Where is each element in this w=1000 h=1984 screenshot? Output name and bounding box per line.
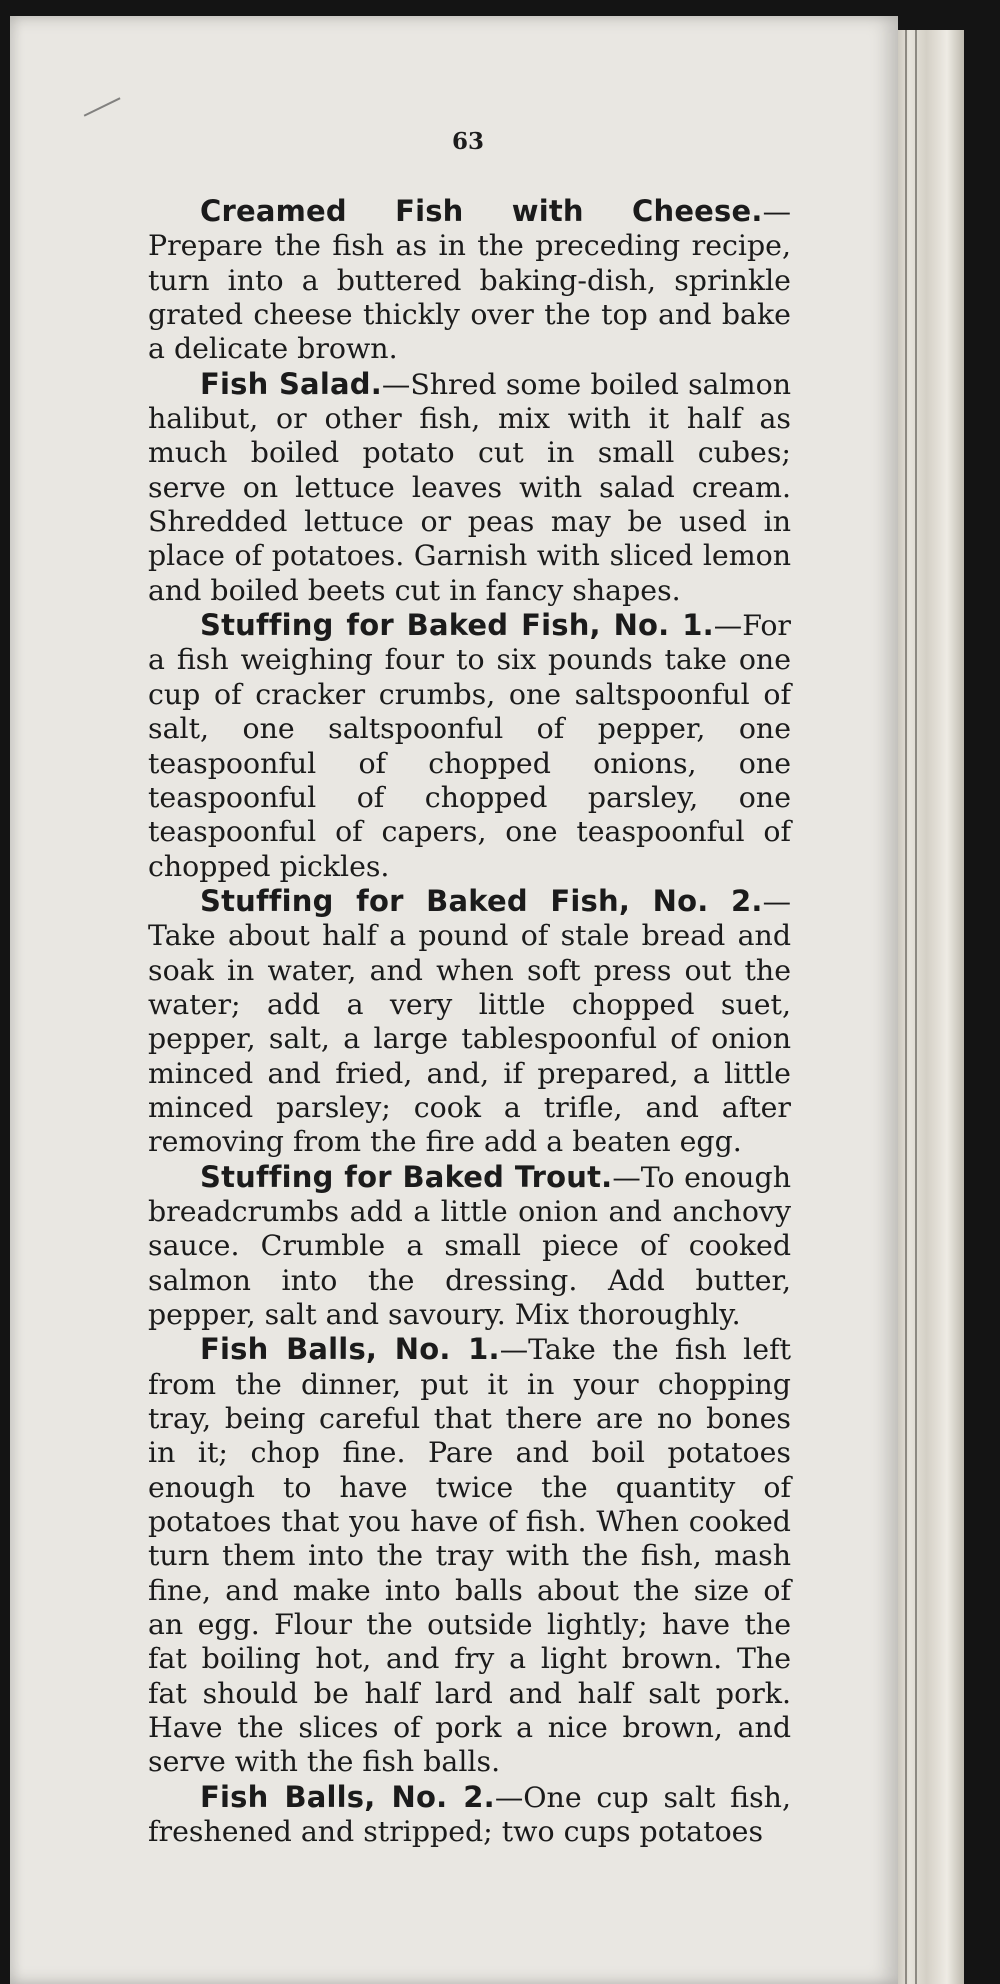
recipe-body: —To enough breadcrumbs add a little onion and anchovy sauce. Crumble a small piece of cooked salmon into the dressing. Add butter, pepper, salt and savoury. Mix thoroughly.: [148, 1160, 791, 1331]
page-mark: [84, 97, 121, 116]
recipe-body: —One cup salt fish, freshened and stripped; two cups potatoes: [148, 1780, 791, 1849]
book-page: [10, 16, 898, 1984]
page-edge-line: [915, 30, 917, 1984]
recipe-body: —Take the fish left from the dinner, put it in your chopping tray, being careful that there are no bones in it; chop fine. Pare and boil potatoes enough to have twice the quantity of potatoes that you have of fish. When cooked turn them into the tray with the fish, mash fine, and make into balls about the size of an egg. Flour the outside lightly; have the fat boiling hot, and fry a light brown. The fat should be half lard and half salt pork. Have the slices of pork a nice brown, and serve with the fish balls.: [148, 1333, 791, 1779]
recipe-stuffing-baked-trout: [148, 1160, 791, 1333]
recipe-stuffing-baked-fish-1: [148, 608, 791, 884]
recipe-body: —Shred some boiled salmon halibut, or other fish, mix with it half as much boiled potato cut in small cubes; serve on lettuce leaves with salad cream. Shredded lettuce or peas may be used in place of potatoes. Garnish with sliced lemon and boiled beets cut in fancy shapes.: [148, 367, 791, 607]
page-number: 63: [451, 128, 484, 155]
recipe-title: Fish Balls, No. 1.: [200, 1332, 500, 1367]
recipe-title: Fish Salad.: [200, 366, 382, 401]
recipe-fish-balls-2: [148, 1780, 791, 1850]
page-edge-line: [905, 30, 907, 1984]
recipe-body: —Take about half a pound of stale bread and soak in water, and when soft press out the water; add a very little chopped suet, pepper, salt, a large tablespoonful of onion minced and fried, and, if prepared, a little minced parsley; cook a trifle, and after removing from the fire add a beaten egg.: [148, 884, 791, 1159]
recipe-creamed-fish-with-cheese: [148, 194, 791, 367]
recipe-fish-salad: [148, 367, 791, 608]
recipe-body: —Prepare the fish as in the preceding recipe, turn into a buttered baking-dish, sprinkle grated cheese thickly over the top and bake a delicate brown.: [148, 195, 791, 366]
recipe-title: Creamed Fish with Cheese.: [200, 194, 763, 228]
recipe-fish-balls-1: [148, 1332, 791, 1779]
recipe-body: —For a fish weighing four to six pounds take one cup of cracker crumbs, one saltspoonful of salt, one saltspoonful of pepper, one teaspoonful of chopped onions, one teaspoonful of chopped parsley, one teaspoonful of capers, one teaspoonful of chopped pickles.: [148, 609, 791, 883]
recipe-title: Stuffing for Baked Fish, No. 1.: [200, 608, 714, 643]
recipe-text: [148, 194, 791, 1850]
recipe-stuffing-baked-fish-2: [148, 884, 791, 1160]
recipe-title: Stuffing for Baked Trout.: [200, 1159, 613, 1194]
recipe-title: Fish Balls, No. 2.: [200, 1779, 495, 1814]
recipe-title: Stuffing for Baked Fish, No. 2.: [200, 883, 763, 918]
